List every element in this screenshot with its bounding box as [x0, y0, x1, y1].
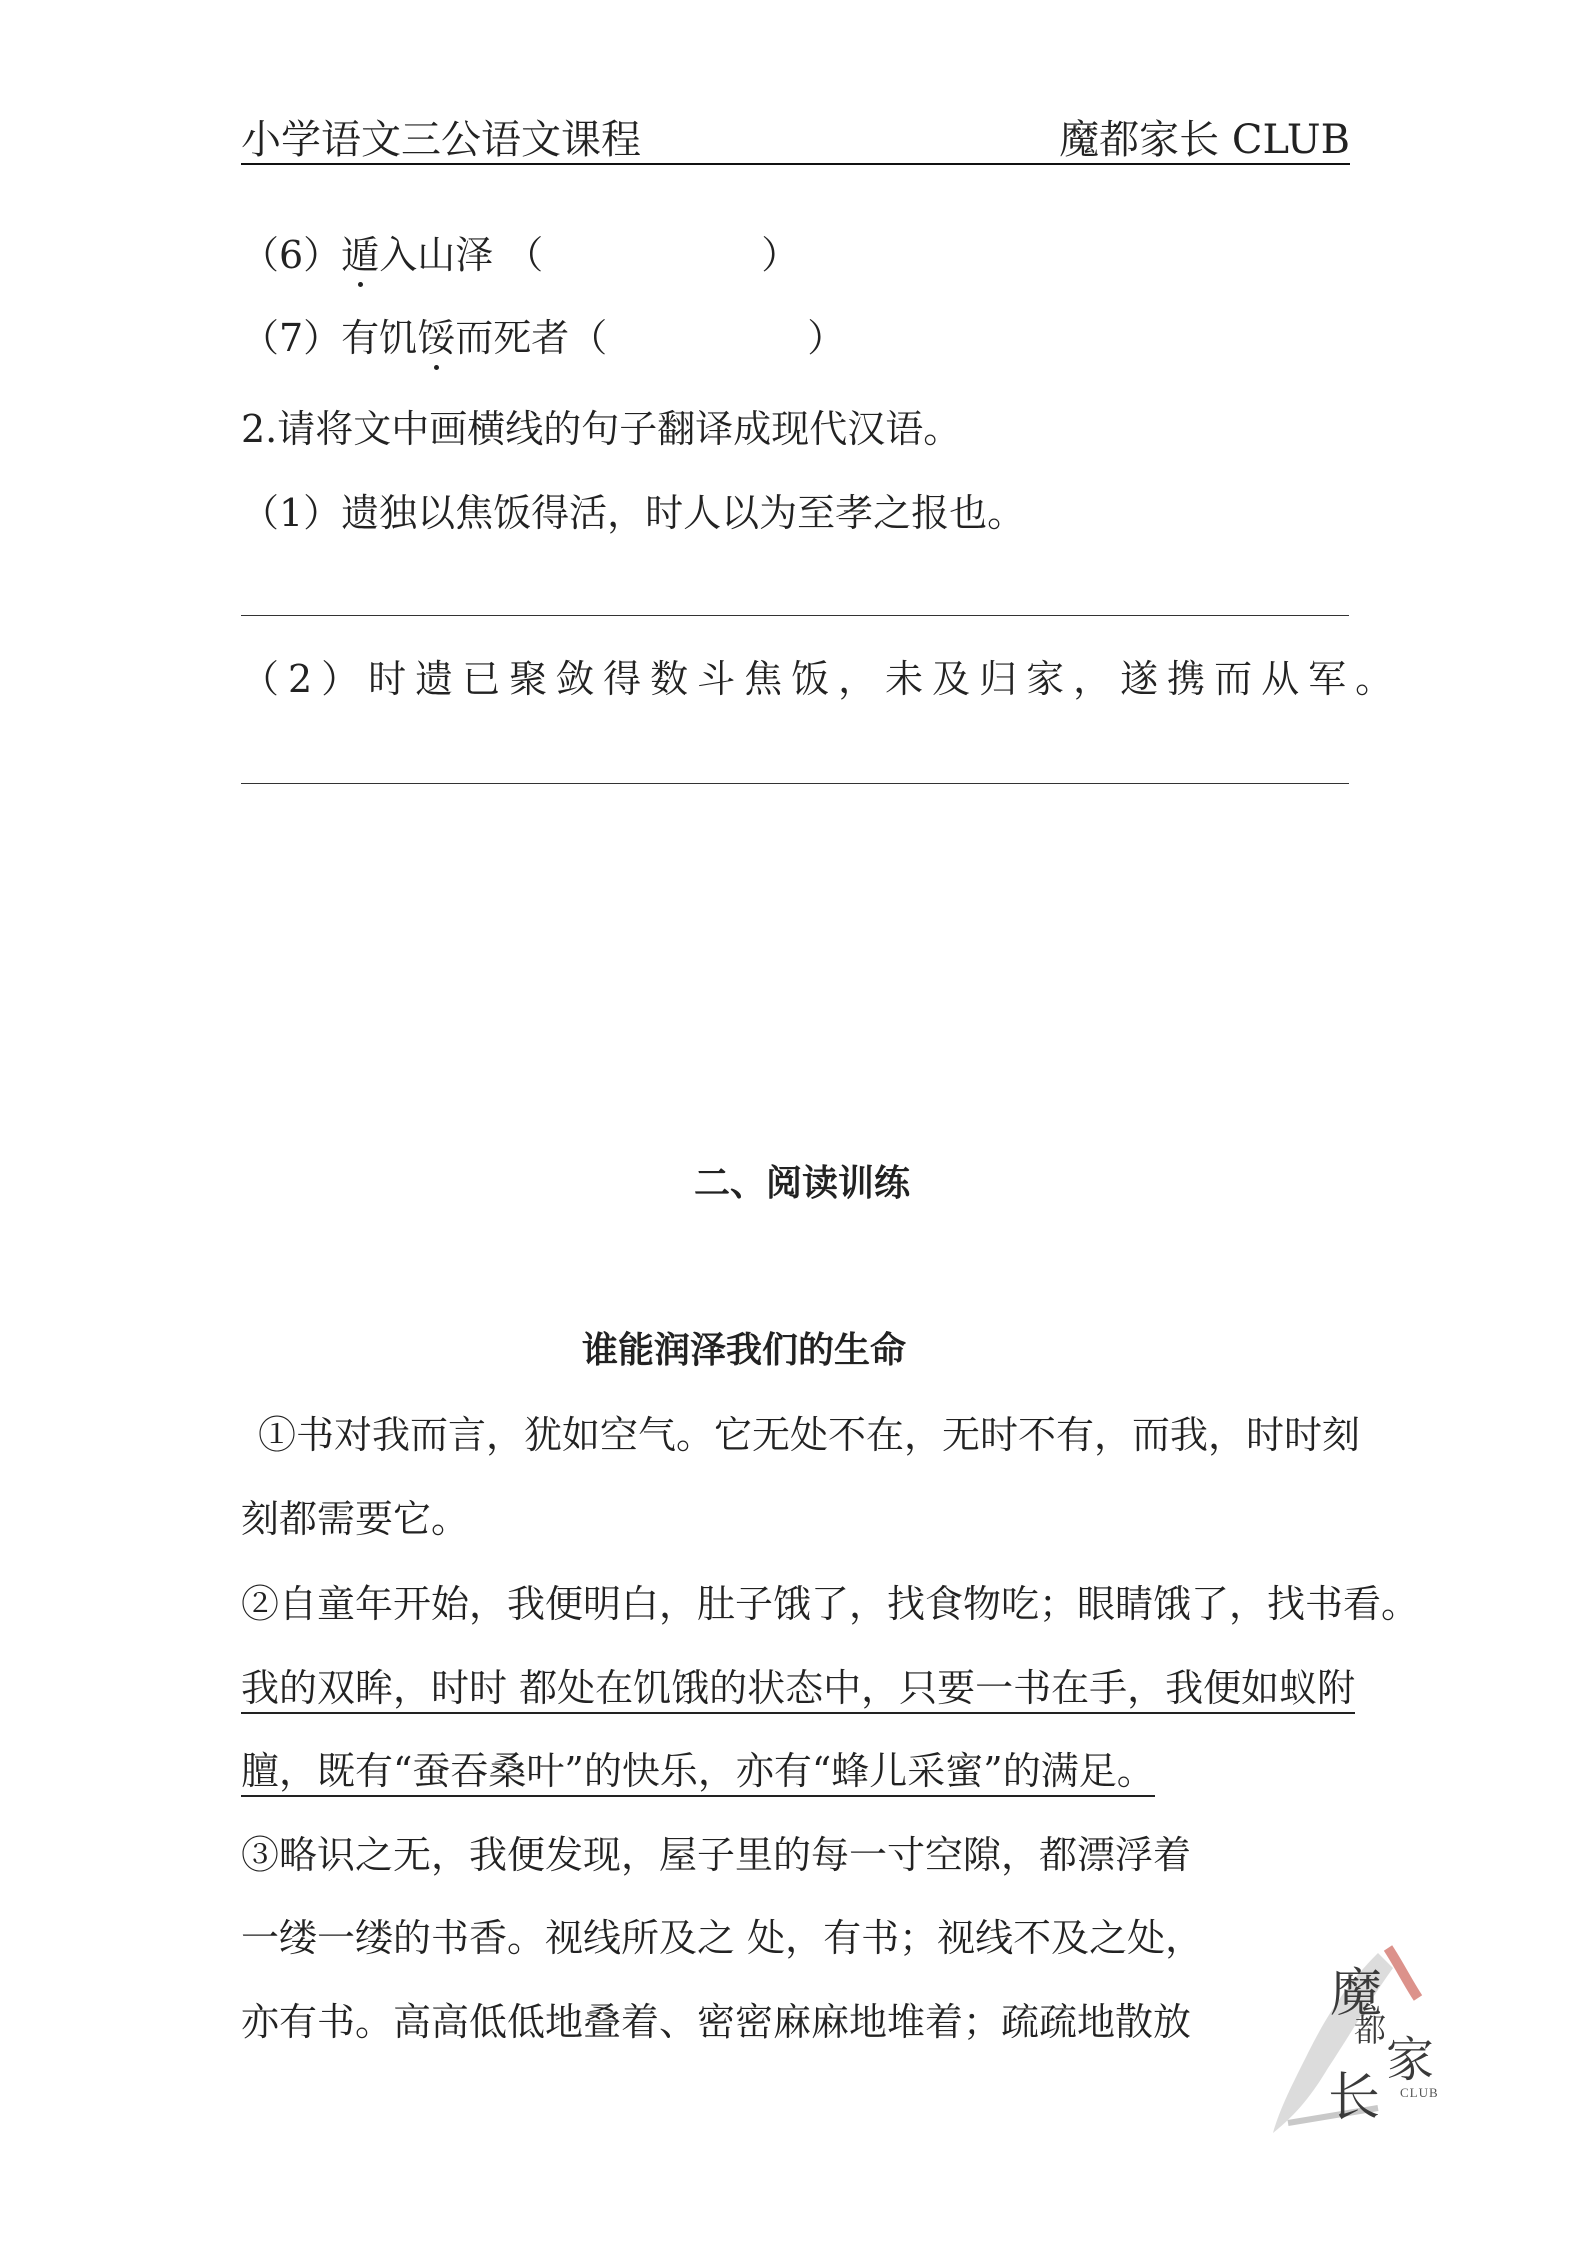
item-6-dotted-char: 遁	[341, 233, 380, 277]
question-2-1: （1）遗独以焦饭得活，时人以为至孝之报也。	[241, 491, 1026, 535]
item-7-close-paren: ）	[807, 316, 846, 360]
paragraph-3-line-2: 一缕一缕的书香。视线所及之 处，有书；视线不及之处，	[241, 1916, 1204, 1960]
header-brand: 魔都家长 CLUB	[1059, 117, 1350, 163]
paragraph-2-line-1: ②自童年开始，我便明白，肚子饿了，找食物吃；眼睛饿了，找书看。	[241, 1582, 1420, 1626]
article-title: 谁能润泽我们的生命	[582, 1329, 907, 1371]
item-6-close-paren: ）	[761, 233, 800, 277]
item-6-number: （6）	[241, 233, 342, 277]
header-course-title: 小学语文三公语文课程	[241, 117, 641, 163]
header-rule	[241, 163, 1350, 165]
underlined-sentence-part-2: 膻，既有“蚕吞桑叶”的快乐，亦有“蜂儿采蜜”的满足。	[241, 1749, 1155, 1797]
logo-char-mo: 魔	[1330, 1964, 1383, 2024]
item-6-text: 入山泽 （	[379, 233, 544, 277]
underlined-sentence-part-1: 我的双眸，时时 都处在饥饿的状态中，只要一书在手，我便如蚁附	[241, 1666, 1355, 1714]
paragraph-2-line-3	[241, 1747, 1155, 1795]
logo-char-jia: 家	[1386, 2032, 1435, 2088]
logo-char-zhang: 长	[1328, 2068, 1381, 2128]
item-7-prefix: （7）有饥	[241, 316, 418, 360]
item-7-text: 而死者（	[455, 316, 608, 360]
exercise-item-7	[241, 314, 845, 362]
exercise-item-6	[241, 231, 799, 279]
paragraph-1-line-2: 刻都需要它。	[241, 1497, 470, 1541]
answer-line-2[interactable]	[241, 783, 1349, 784]
paragraph-3-line-1: ③略识之无，我便发现，屋子里的每一寸空隙，都漂浮着	[241, 1833, 1192, 1877]
brand-logo-watermark	[1268, 1943, 1448, 2143]
paragraph-2-line-2	[241, 1664, 1355, 1712]
logo-club-text: CLUB	[1400, 2085, 1439, 2100]
question-2: 2.请将文中画横线的句子翻译成现代汉语。	[241, 407, 962, 451]
section-heading: 二、阅读训练	[694, 1162, 911, 1204]
question-2-2: （2）时遗已聚敛得数斗焦饭，未及归家，遂携而从军。	[241, 657, 1403, 701]
answer-line-1[interactable]	[241, 615, 1349, 616]
paragraph-1-line-1: ①书对我而言，犹如空气。它无处不在，无时不有，而我，时时刻	[258, 1413, 1361, 1457]
paragraph-3-line-3: 亦有书。高高低低地叠着、密密麻麻地堆着；疏疏地散放	[241, 2000, 1192, 2044]
item-7-dotted-char: 馁	[417, 316, 456, 360]
logo-char-du: 都	[1354, 2011, 1387, 2049]
